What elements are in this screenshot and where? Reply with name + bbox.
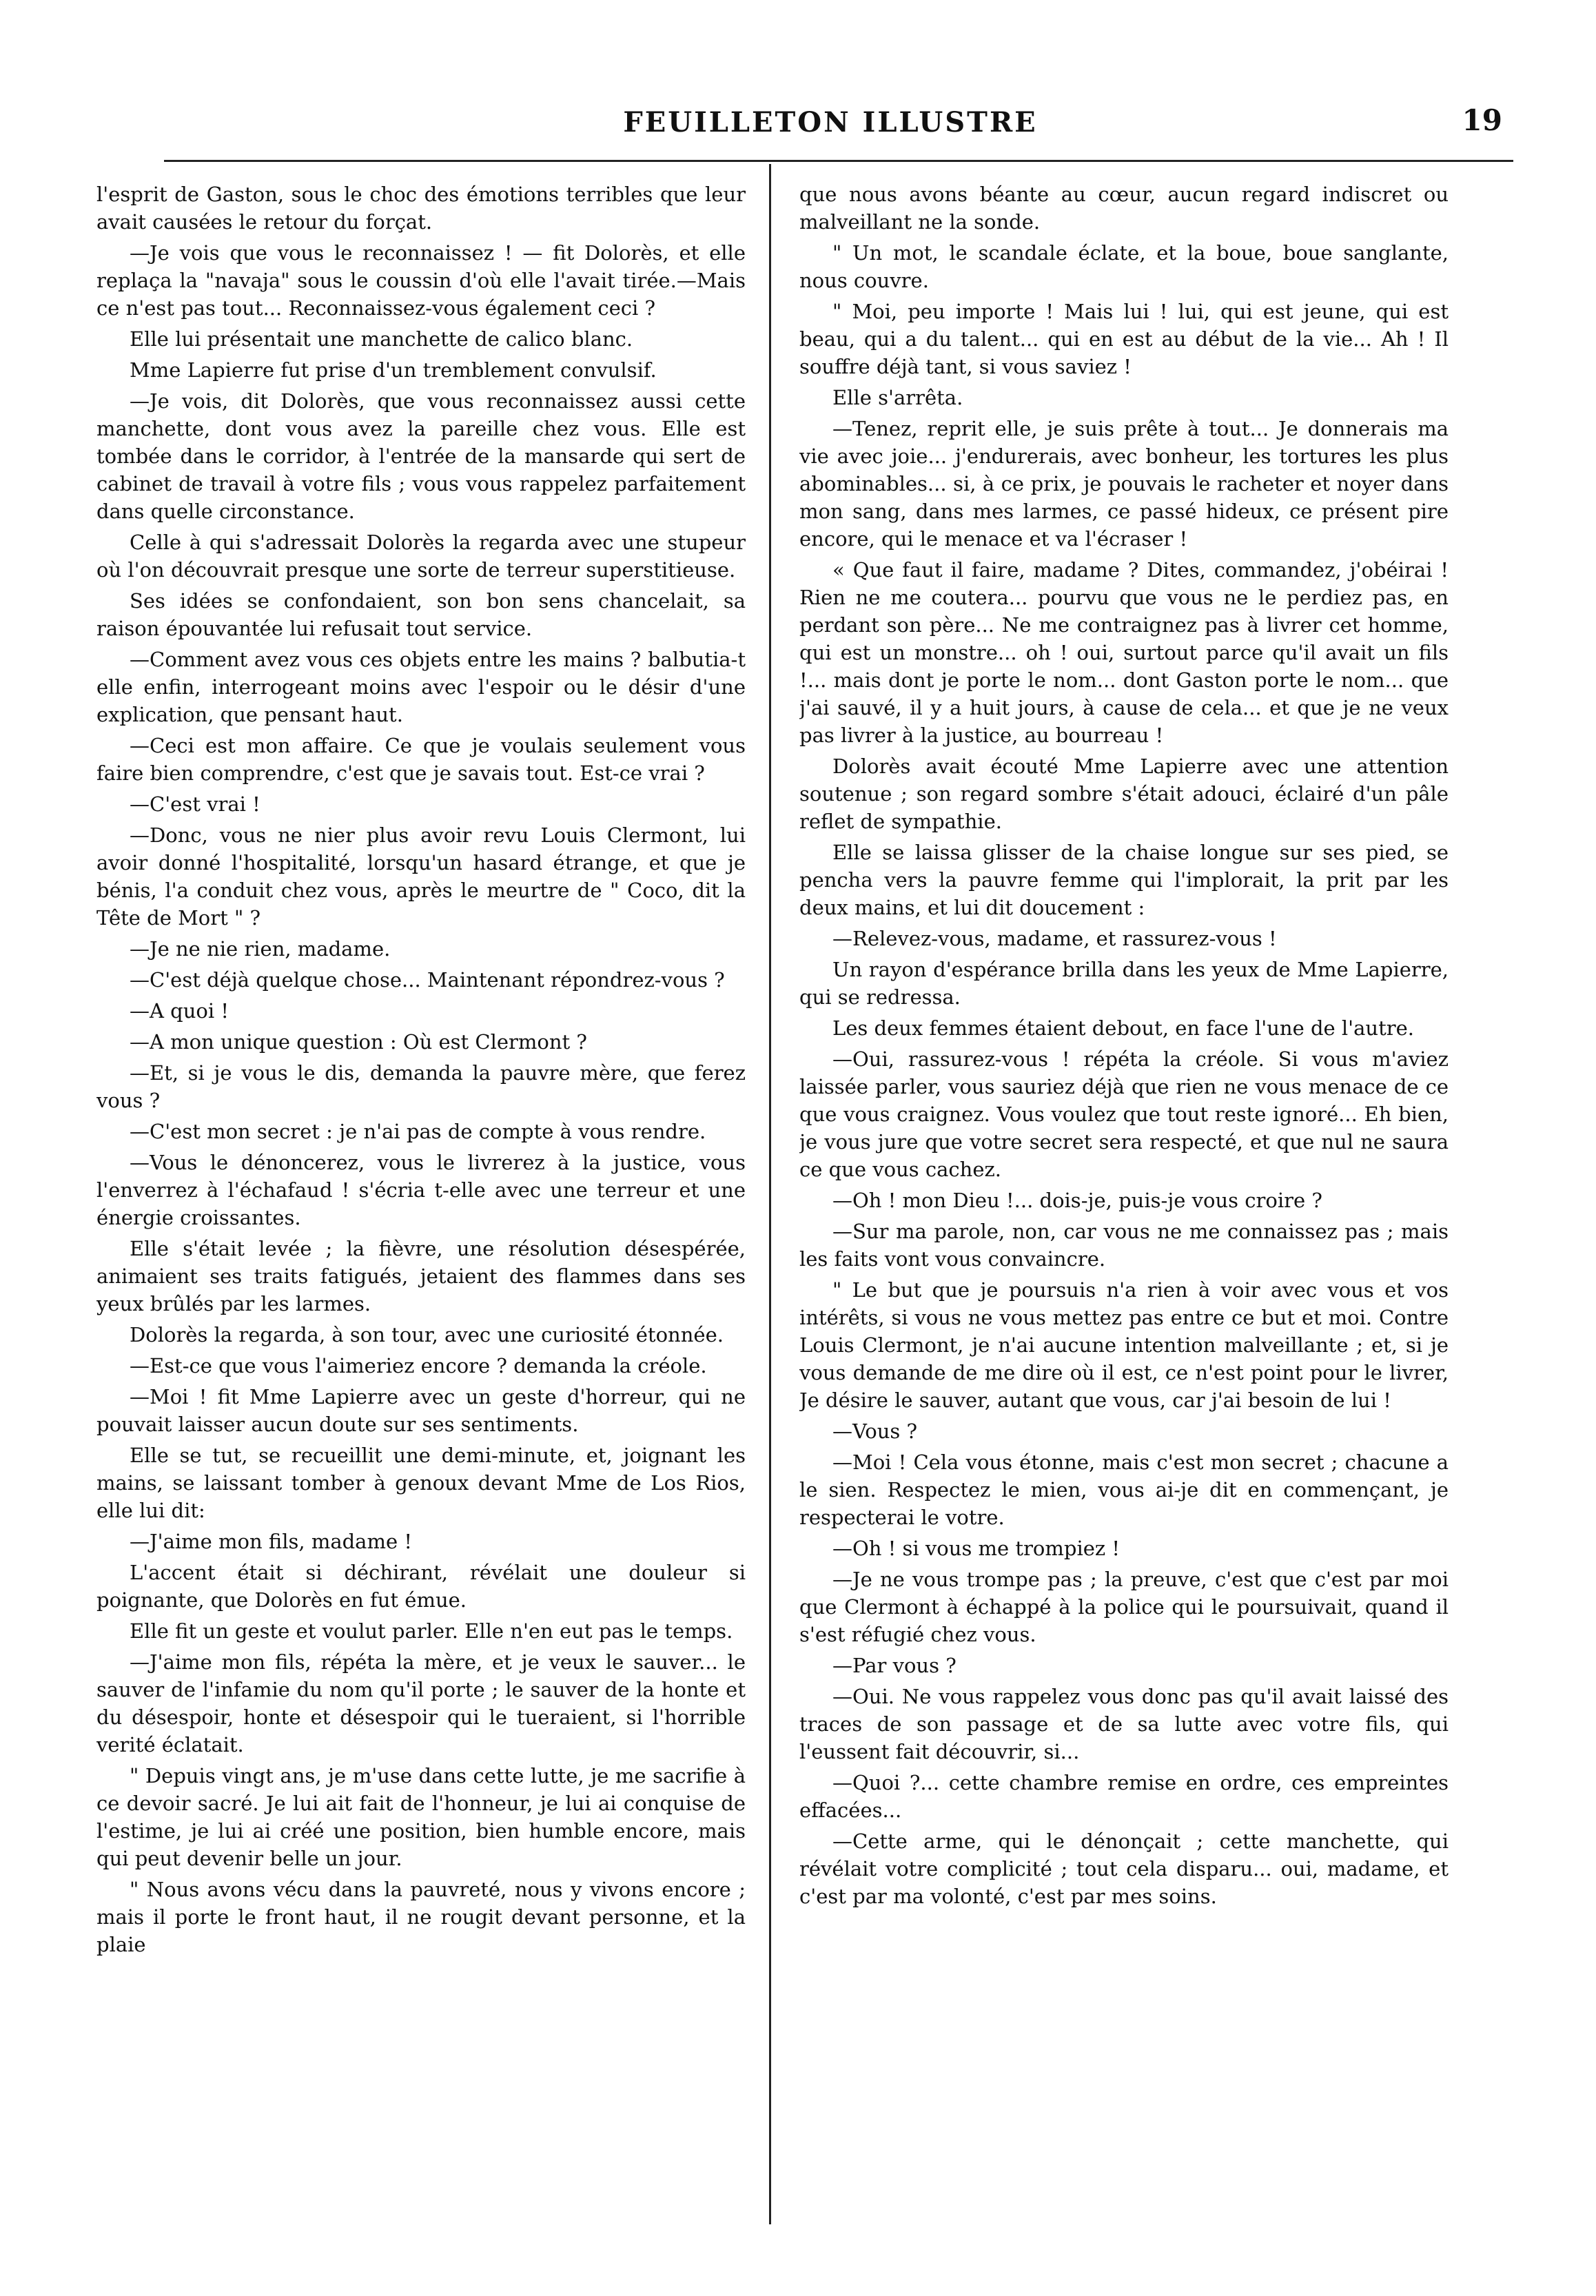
paragraph: l'esprit de Gaston, sous le choc des émotions terribles que leur avait causées le retour du forçat. (96, 183, 746, 234)
paragraph: " Nous avons vécu dans la pauvreté, nous y vivons encore ; mais il porte le front haut, il ne rougit devant personne, et la plaie (96, 1878, 746, 1956)
paragraph: —Moi ! fit Mme Lapierre avec un geste d'horreur, qui ne pouvait laisser aucun doute sur ses sentiments. (96, 1385, 746, 1436)
paragraph: L'accent était si déchirant, révélait une douleur si poignante, que Dolorès en fut émue. (96, 1561, 746, 1612)
header-rule (164, 160, 1513, 162)
paragraph: —Je vois que vous le reconnaissez ! — fit Dolorès, et elle replaça la "navaja" sous le coussin d'où elle l'avait tirée.—Mais ce n'est pas tout... Reconnaissez-vous également ceci ? (96, 241, 746, 320)
paragraph: —Oh ! si vous me trompiez ! (832, 1537, 1121, 1560)
paragraph: —Je vois, dit Dolorès, que vous reconnaissez aussi cette manchette, dont vous avez la pareille chez vous. Elle est tombée dans le corridor, à l'entrée de la mansarde qui sert de cabinet de travail à votre fils ; vous vous rappelez parfaitement dans quelle circonstance. (96, 389, 746, 523)
page-number: 19 (1462, 103, 1502, 137)
paragraph: —C'est déjà quelque chose... Maintenant répondrez-vous ? (130, 968, 725, 992)
paragraph: —Donc, vous ne nier plus avoir revu Louis Clermont, lui avoir donné l'hospitalité, lorsqu'un hasard étrange, et que je bénis, l'a conduit chez vous, après le meurtre de " Coco, dit la Tête de Mort " ? (96, 823, 746, 930)
paragraph: —Oui, rassurez-vous ! répéta la créole. Si vous m'aviez laissée parler, vous sauriez déjà que rien ne vous menace de ce que vous craignez. Vous voulez que tout reste ignoré... Eh bien, je vous jure que votre secret sera respecté, et que nul ne saura ce que vous cachez. (799, 1047, 1449, 1181)
paragraph: —A mon unique question : Où est Clermont ? (130, 1030, 587, 1054)
paragraph: que nous avons béante au cœur, aucun regard indiscret ou malveillant ne la sonde. (799, 183, 1449, 234)
paragraph: " Le but que je poursuis n'a rien à voir avec vous et vos intérêts, si vous ne vous mettez pas entre ce but et moi. Contre Louis Clermont, je n'ai aucune intention malveillante ; et, si je vous demande de me dire où il est, ce n'est point pour le livrer, Je désire le sauver, autant que vous, car j'ai besoin de lui ! (799, 1278, 1449, 1412)
paragraph: Celle à qui s'adressait Dolorès la regarda avec une stupeur où l'on découvrait presque une sorte de terreur superstitieuse. (96, 531, 746, 582)
paragraph: Ses idées se confondaient, son bon sens chancelait, sa raison épouvantée lui refusait tout service. (96, 589, 746, 640)
paragraph: —Oh ! mon Dieu !... dois-je, puis-je vous croire ? (832, 1189, 1322, 1212)
paragraph: —Relevez-vous, madame, et rassurez-vous ! (832, 927, 1277, 950)
paragraph: —Par vous ? (832, 1654, 956, 1677)
paragraph: —Comment avez vous ces objets entre les mains ? balbutia-t elle enfin, interrogeant moins avec l'espoir ou le désir d'une explication, que pensant haut. (96, 648, 746, 726)
paragraph: —Moi ! Cela vous étonne, mais c'est mon secret ; chacune a le sien. Respectez le mien, vous ai-je dit en commençant, je respecterai le votre. (799, 1451, 1449, 1529)
paragraph: —Je ne nie rien, madame. (130, 937, 391, 961)
paragraph: Les deux femmes étaient debout, en face l'une de l'autre. (832, 1016, 1415, 1040)
page-header (158, 103, 1502, 145)
paragraph: —Vous le dénoncerez, vous le livrerez à la justice, vous l'enverrez à l'échafaud ! s'écria t-elle avec une terreur et une énergie croissantes. (96, 1151, 746, 1229)
paragraph: Elle s'était levée ; la fièvre, une résolution désespérée, animaient ses traits fatigués, jetaient des flammes dans ses yeux brûlés par les larmes. (96, 1237, 746, 1315)
paragraph: —Quoi ?... cette chambre remise en ordre, ces empreintes effacées... (799, 1771, 1449, 1822)
paragraph: —Sur ma parole, non, car vous ne me connaissez pas ; mais les faits vont vous convaincre. (799, 1220, 1449, 1271)
paragraph: —Et, si je vous le dis, demanda la pauvre mère, que ferez vous ? (96, 1061, 746, 1112)
paragraph: —J'aime mon fils, répéta la mère, et je veux le sauver... le sauver de l'infamie du nom qu'il porte ; le sauver de la honte et du désespoir, honte et désespoir qui le tueraient, si l'horrible verité éclatait. (96, 1650, 746, 1756)
paragraph: —Je ne vous trompe pas ; la preuve, c'est que c'est par moi que Clermont à échappé à la police qui le poursuivait, quand il s'est réfugié chez vous. (799, 1568, 1449, 1646)
paragraph: Elle lui présentait une manchette de calico blanc. (130, 327, 633, 351)
paragraph: Mme Lapierre fut prise d'un tremblement convulsif. (130, 358, 657, 382)
paragraph: " Moi, peu importe ! Mais lui ! lui, qui est jeune, qui est beau, qui a du talent... qui en est au début de la vie... Ah ! Il souffre déjà tant, si vous saviez ! (799, 300, 1449, 378)
paragraph: Un rayon d'espérance brilla dans les yeux de Mme Lapierre, qui se redressa. (799, 958, 1449, 1009)
paragraph: " Un mot, le scandale éclate, et la boue, boue sanglante, nous couvre. (799, 241, 1449, 292)
paragraph: Elle se tut, se recueillit une demi-minute, et, joignant les mains, se laissant tomber à genoux devant Mme de Los Rios, elle lui dit: (96, 1444, 746, 1522)
paragraph: —A quoi ! (130, 999, 229, 1023)
paragraph: Elle s'arrêta. (832, 386, 963, 409)
paragraph: —Oui. Ne vous rappelez vous donc pas qu'il avait laissé des traces de son passage et de sa lutte avec votre fils, qui l'eussent fait découvrir, si... (799, 1685, 1449, 1763)
paragraph: —Cette arme, qui le dénonçait ; cette manchette, qui révélait votre complicité ; tout cela disparu... oui, madame, et c'est par ma volonté, c'est par mes soins. (799, 1829, 1449, 1908)
paragraph: —Est-ce que vous l'aimeriez encore ? demanda la créole. (130, 1354, 707, 1377)
paragraph: Dolorès avait écouté Mme Lapierre avec une attention soutenue ; son regard sombre s'était adouci, éclairé d'un pâle reflet de sympathie. (799, 755, 1449, 833)
paragraph: —Vous ? (832, 1419, 918, 1443)
left-column (96, 181, 746, 2234)
paragraph: « Que faut il faire, madame ? Dites, commandez, j'obéirai ! Rien ne me coutera... pourvu que vous ne le perdiez pas, en perdant son père... Ne me contraignez pas à livrer cet homme, qui est un monstre... oh ! oui, surtout parce qu'il avait un fils !... mais dont je porte le nom... dont Gaston porte le nom... que j'ai sauvé, il y a huit jours, à cause de cela... et que je ne veux pas livrer à la justice, au bourreau ! (799, 558, 1449, 747)
right-column (799, 181, 1449, 2234)
paragraph: Elle se laissa glisser de la chaise longue sur ses pied, se pencha vers la pauvre femme qui l'implorait, la prit par les deux mains, et lui dit doucement : (799, 841, 1449, 919)
paragraph: Elle fit un geste et voulut parler. Elle n'en eut pas le temps. (130, 1619, 733, 1643)
paragraph: Dolorès la regarda, à son tour, avec une curiosité étonnée. (130, 1323, 724, 1346)
running-title: FEUILLETON ILLUSTRE (623, 106, 1038, 139)
paragraph: —Ceci est mon affaire. Ce que je voulais seulement vous faire bien comprendre, c'est que je savais tout. Est-ce vrai ? (96, 734, 746, 785)
paragraph: —J'aime mon fils, madame ! (130, 1530, 413, 1553)
paragraph: " Depuis vingt ans, je m'use dans cette lutte, je me sacrifie à ce devoir sacré. Je lui ait fait de l'honneur, je lui ai conquise de l'estime, je lui ai créé une position, bien humble encore, mais qui peut devenir belle un jour. (96, 1764, 746, 1870)
paragraph: —C'est vrai ! (130, 792, 260, 816)
paragraph: —Tenez, reprit elle, je suis prête à tout... Je donnerais ma vie avec joie... j'endurerais, avec bonheur, les tortures les plus abominables... si, à ce prix, je pouvais le racheter et noyer dans mon sang, dans mes larmes, ce passé hideux, ce présent pire encore, qui le menace et va l'écraser ! (799, 417, 1449, 551)
column-divider (769, 164, 771, 2224)
paragraph: —C'est mon secret : je n'ai pas de compte à vous rendre. (130, 1120, 706, 1143)
